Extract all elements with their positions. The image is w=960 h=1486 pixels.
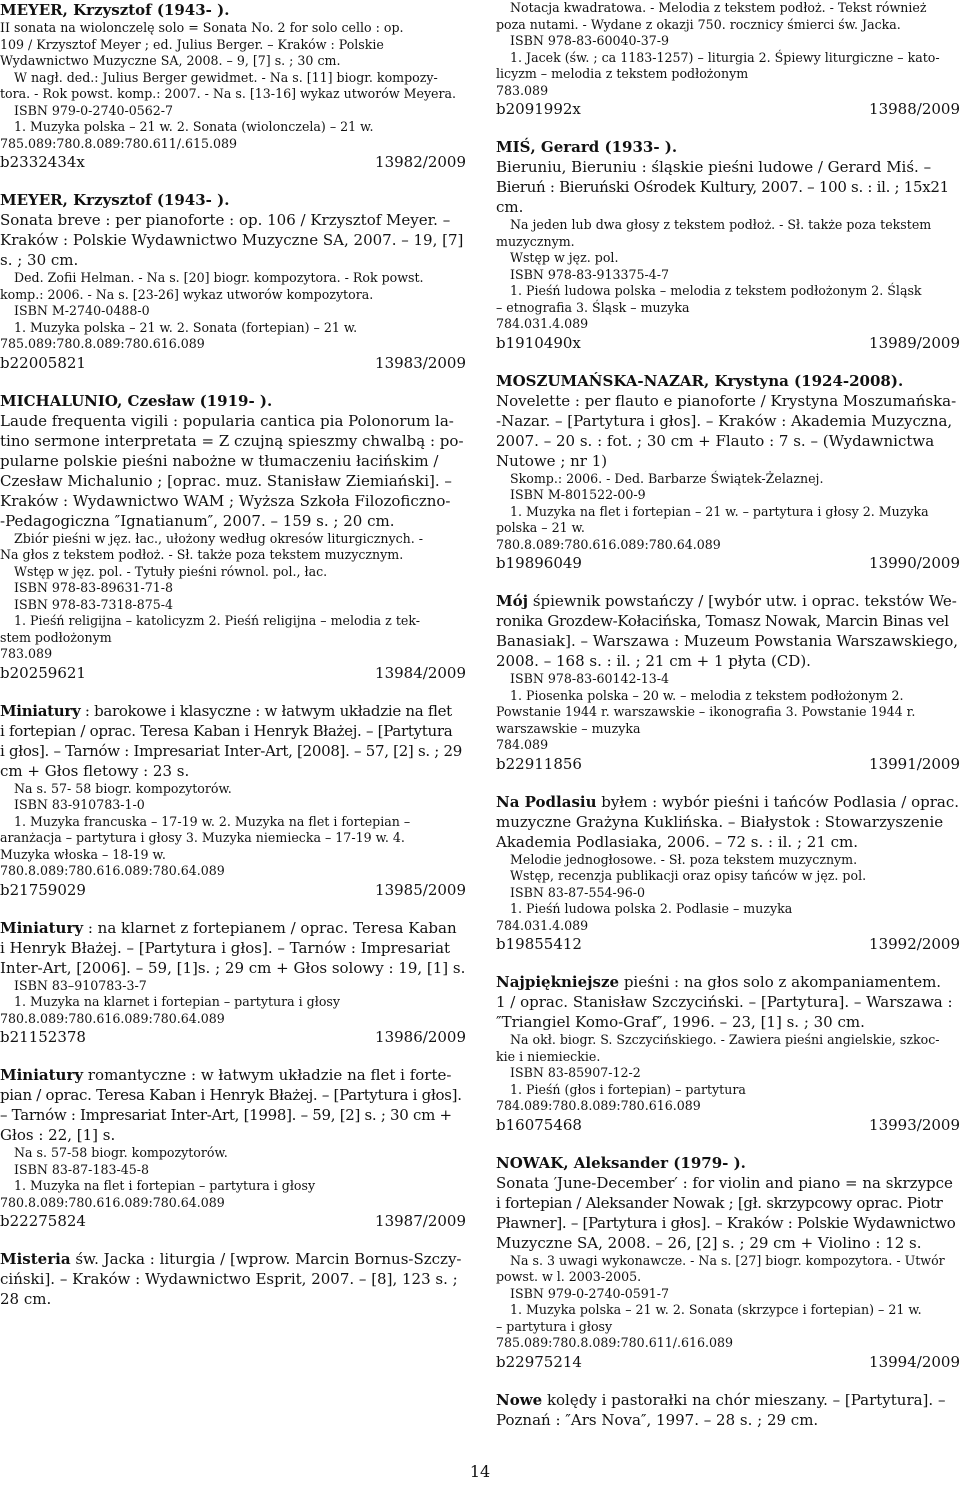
entry-text-line: Muzyczne SA, 2008. – 26, [2] s. ; 29 cm + Violino : 12 s. bbox=[496, 1233, 922, 1252]
entry-note-line: II sonata na wiolonczelę solo = Sonata No. 2 for solo cello : op. bbox=[0, 20, 404, 35]
entry-note-line: Na okł. biogr. S. Szczycińskiego. - Zawiera pieśni angielskie, szkoc- bbox=[510, 1032, 940, 1047]
entry-lead-word: Najpiękniejsze bbox=[496, 973, 620, 991]
entry-note-line: warszawskie – muzyka bbox=[496, 720, 641, 736]
entry-text-line: pian / oprac. Teresa Kaban i Henryk Błażej. – [Partytura i głos]. bbox=[0, 1086, 462, 1104]
record-id: b2091992x bbox=[496, 100, 581, 118]
entry-note-line: ISBN 978-83-7318-875-4 bbox=[14, 596, 174, 612]
entry-note-line: Wydawnictwo Muzyczne SA, 2008. – 9, [7] s. ; 30 cm. bbox=[0, 53, 341, 68]
catalog-entry bbox=[496, 972, 960, 1136]
entry-note-line: 784.089 bbox=[496, 737, 549, 752]
entry-note-line: 1. Muzyka polska – 21 w. 2. Sonata (fortepian) – 21 w. bbox=[14, 319, 358, 335]
record-number: 13989/2009 bbox=[869, 333, 960, 352]
record-number: 13982/2009 bbox=[375, 153, 466, 171]
record-id: b16075468 bbox=[496, 1115, 582, 1134]
entry-text-line: tino sermone interpretata = Z czujną spieszmy chwalbą : po- bbox=[0, 431, 464, 450]
record-id-row bbox=[0, 663, 466, 684]
entry-title-line bbox=[0, 1249, 466, 1269]
entry-note-line: Muzyka włoska – 18-19 w. bbox=[0, 846, 166, 862]
entry-lead-word: Na Podlasiu bbox=[496, 792, 597, 811]
entry-note-line: ISBN 978-83-60040-37-9 bbox=[510, 33, 670, 48]
catalog-entry bbox=[0, 1065, 466, 1232]
entry-title-line bbox=[496, 591, 960, 611]
record-id-row bbox=[0, 1027, 466, 1048]
entry-note-line: ISBN 979-0-2740-0562-7 bbox=[14, 102, 174, 118]
entry-note-line: ISBN 979-0-2740-0591-7 bbox=[510, 1285, 670, 1301]
entry-note-line: Na s. 57-58 biogr. kompozytorów. bbox=[14, 1145, 228, 1160]
entry-note-line: ISBN M-801522-00-9 bbox=[510, 487, 646, 502]
record-id-row bbox=[496, 99, 960, 120]
entry-note-line: 1. Muzyka na klarnet i fortepian – partytura i głosy bbox=[14, 994, 340, 1009]
entry-text-line: s. ; 30 cm. bbox=[0, 251, 79, 269]
entry-note-line: aranżacja – partytura i głosy 3. Muzyka niemiecka – 17-19 w. 4. bbox=[0, 830, 405, 845]
catalog-entry bbox=[496, 371, 960, 575]
entry-text-line: Głos : 22, [1] s. bbox=[0, 1126, 116, 1144]
record-id: b22275824 bbox=[0, 1212, 86, 1230]
entry-text-line: Bieruniu, Bieruniu : śląskie pieśni ludowe / Gerard Miś. – bbox=[496, 158, 932, 176]
entry-text-line: muzyczne Grażyna Kuklińska. – Białystok : Stowarzyszenie bbox=[496, 812, 944, 831]
entry-note-line: Na głos z tekstem podłoż. - Sł. także poza tekstem muzycznym. bbox=[0, 547, 404, 562]
entry-note-line: ISBN 83–910783-3-7 bbox=[14, 977, 147, 993]
entry-lead-word: Misteria bbox=[0, 1250, 71, 1268]
catalog-entry bbox=[496, 591, 960, 775]
catalog-entry bbox=[0, 1249, 466, 1309]
entry-lead-word: Mój bbox=[496, 592, 529, 610]
record-id: b22975214 bbox=[496, 1352, 582, 1371]
catalog-entry bbox=[496, 1153, 960, 1373]
catalog-entry bbox=[0, 701, 466, 901]
entry-note-line: 1. Jacek (św. ; ca 1183-1257) – liturgia 2. Śpiewy liturgiczne – kato- bbox=[510, 49, 940, 65]
entry-note-line: Powstanie 1944 r. warszawskie – ikonografia 3. Powstanie 1944 r. bbox=[496, 704, 916, 719]
entry-note-line: – etnografia 3. Śląsk – muzyka bbox=[496, 299, 690, 315]
catalog-entry bbox=[0, 918, 466, 1049]
entry-note-line: Na jeden lub dwa głosy z tekstem podłoż. - Sł. także poza tekstem bbox=[510, 217, 932, 232]
entry-text-line: ronika Grozdew-Kołacińska, Tomasz Nowak, Marcin Binas vel bbox=[496, 612, 949, 630]
catalog-entry bbox=[0, 190, 466, 374]
entry-text-line: Kraków : Polskie Wydawnictwo Muzyczne SA, 2007. – 19, [7] bbox=[0, 231, 464, 249]
entry-note-line: 784.031.4.089 bbox=[496, 917, 589, 933]
entry-text: : barokowe i klasyczne : w łatwym układzie na flet bbox=[80, 701, 452, 720]
record-number: 13991/2009 bbox=[869, 754, 960, 773]
entry-heading: MEYER, Krzysztof (1943- ). bbox=[0, 191, 230, 209]
entry-note-line: ISBN 83-910783-1-0 bbox=[14, 797, 145, 812]
record-number: 13993/2009 bbox=[869, 1115, 960, 1134]
record-id-row bbox=[496, 333, 960, 354]
record-id-row bbox=[496, 553, 960, 574]
entry-note-line: komp.: 2006. - Na s. [23-26] wykaz utworów kompozytora. bbox=[0, 286, 374, 302]
record-id-row bbox=[496, 1352, 960, 1373]
entry-note-line: stem podłożonym bbox=[0, 629, 112, 645]
entry-text-line: Nutowe ; nr 1) bbox=[496, 451, 608, 470]
entry-note-line: 1. Muzyka polska – 21 w. 2. Sonata (skrzypce i fortepian) – 21 w. bbox=[510, 1302, 922, 1317]
entry-text: romantyczne : w łatwym układzie na flet i forte- bbox=[83, 1066, 452, 1084]
record-id-row bbox=[0, 880, 466, 901]
record-id: b19896049 bbox=[496, 554, 582, 572]
right-column bbox=[496, 0, 960, 1447]
entry-note-line: powst. w l. 2003-2005. bbox=[496, 1269, 642, 1284]
entry-text-line: Czesław Michalunio ; [oprac. muz. Stanisław Ziemiański]. – bbox=[0, 471, 452, 490]
entry-text-line: Poznań : ″Ars Nova″, 1997. – 28 s. ; 29 cm. bbox=[496, 1410, 819, 1429]
entry-note-line: ISBN 978-83-89631-71-8 bbox=[14, 580, 174, 595]
record-number: 13984/2009 bbox=[375, 663, 466, 682]
record-id: b1910490x bbox=[496, 333, 581, 352]
entry-text-line: Inter-Art, [2006]. – 59, [1]s. ; 29 cm + Głos solowy : 19, [1] s. bbox=[0, 958, 466, 977]
entry-note-line: 1. Piosenka polska – 20 w. – melodia z tekstem podłożonym 2. bbox=[510, 687, 904, 703]
entry-text-line: ciński]. – Kraków : Wydawnictwo Esprit, 2007. – [8], 123 s. ; bbox=[0, 1270, 458, 1288]
entry-note-line: ISBN M-2740-0488-0 bbox=[14, 303, 150, 318]
entry-note-line: 780.8.089:780.616.089:780.64.089 bbox=[496, 536, 721, 552]
entry-note-line: 780.8.089:780.616.089:780.64.089 bbox=[0, 1010, 225, 1026]
entry-text: : na klarnet z fortepianem / oprac. Teresa Kaban bbox=[83, 918, 457, 937]
entry-note-line: tora. - Rok powst. komp.: 2007. - Na s. [13-16] wykaz utworów Meyera. bbox=[0, 86, 457, 101]
catalog-entry bbox=[496, 137, 960, 354]
entry-note-line: ISBN 83-85907-12-2 bbox=[510, 1065, 641, 1080]
entry-note-line: ISBN 83-87-183-45-8 bbox=[14, 1161, 150, 1177]
entry-lead-word: Miniatury bbox=[0, 918, 84, 937]
record-number: 13988/2009 bbox=[869, 100, 960, 118]
entry-note-line: ISBN 83-87-554-96-0 bbox=[510, 884, 646, 900]
entry-text-line: 28 cm. bbox=[0, 1290, 52, 1308]
entry-text-line: 1 / oprac. Stanisław Szczyciński. – [Partytura]. – Warszawa : bbox=[496, 993, 953, 1011]
entry-note-line: 1. Muzyka polska – 21 w. 2. Sonata (wiolonczela) – 21 w. bbox=[14, 119, 374, 134]
record-id: b22911856 bbox=[496, 754, 582, 773]
entry-text-line: Sonata breve : per pianoforte : op. 106 / Krzysztof Meyer. – bbox=[0, 211, 451, 229]
entry-note-line: 780.8.089:780.616.089:780.64.089 bbox=[0, 1194, 225, 1210]
catalog-entry bbox=[496, 0, 960, 120]
entry-heading: MIŚ, Gerard (1933- ). bbox=[496, 138, 678, 156]
entry-note-line: ISBN 978-83-913375-4-7 bbox=[510, 266, 670, 282]
entry-note-line: 785.089:780.8.089:780.616.089 bbox=[0, 336, 205, 351]
entry-note-line: Na s. 3 uwagi wykonawcze. - Na s. [27] biogr. kompozytora. - Utwór bbox=[510, 1252, 945, 1268]
catalog-entry bbox=[0, 0, 466, 173]
entry-note-line: Zbiór pieśni w jęz. łac., ułożony według okresów liturgicznych. - bbox=[14, 530, 423, 546]
entry-note-line: licyzm – melodia z tekstem podłożonym bbox=[496, 66, 749, 81]
entry-note-line: Notacja kwadratowa. - Melodia z tekstem podłoż. - Tekst również bbox=[510, 0, 927, 15]
entry-text-line: Kraków : Wydawnictwo WAM ; Wyższa Szkoła Filozoficzno- bbox=[0, 491, 451, 510]
entry-text-line: i fortepian / Aleksander Nowak ; [gł. skrzypcowy oprac. Piotr bbox=[496, 1193, 943, 1212]
entry-text-line: – Tarnów : Impresariat Inter-Art, [1998]. – 59, [2] s. ; 30 cm + bbox=[0, 1106, 452, 1124]
entry-note-line: Na s. 57- 58 biogr. kompozytorów. bbox=[14, 780, 232, 796]
entry-note-line: muzycznym. bbox=[496, 233, 575, 249]
entry-note-line: 1. Pieśń religijna – katolicyzm 2. Pieśń religijna – melodia z tek- bbox=[14, 613, 421, 628]
entry-text-line: Pławner]. – [Partytura i głos]. – Kraków : Polskie Wydawnictwo bbox=[496, 1213, 956, 1232]
entry-heading: MEYER, Krzysztof (1943- ). bbox=[0, 1, 230, 19]
entry-text-line: -Nazar. – [Partytura i głos]. – Kraków : Akademia Muzyczna, bbox=[496, 411, 953, 430]
entry-note-line: – partytura i głosy bbox=[496, 1318, 613, 1334]
entry-note-line: Skomp.: 2006. - Ded. Barbarze Świątek-Żelaznej. bbox=[510, 470, 824, 486]
entry-note-line: Melodie jednogłosowe. - Sł. poza tekstem muzycznym. bbox=[510, 851, 858, 867]
entry-note-line: 783.089 bbox=[496, 82, 549, 98]
record-number: 13992/2009 bbox=[869, 935, 960, 953]
entry-note-line: polska – 21 w. bbox=[496, 520, 585, 535]
entry-text-line: Banasiak]. – Warszawa : Muzeum Powstania Warszawskiego, bbox=[496, 632, 959, 650]
entry-note-line: 784.089:780.8.089:780.616.089 bbox=[496, 1098, 701, 1113]
entry-text-line: cm + Głos fletowy : 23 s. bbox=[0, 761, 190, 780]
entry-note-line: 785.089:780.8.089:780.611/.615.089 bbox=[0, 135, 238, 151]
entry-note-line: ISBN 978-83-60142-13-4 bbox=[510, 671, 670, 686]
entry-note-line: 1. Pieśń ludowa polska – melodia z tekstem podłożonym 2. Śląsk bbox=[510, 283, 922, 298]
entry-note-line: W nagł. ded.: Julius Berger gewidmet. - Na s. [11] biogr. kompozy- bbox=[14, 69, 438, 85]
entry-text-line: i fortepian / oprac. Teresa Kaban i Henryk Błażej. – [Partytura bbox=[0, 721, 453, 740]
entry-note-line: Wstęp w jęz. pol. bbox=[510, 250, 619, 265]
record-id-row bbox=[496, 1115, 960, 1136]
catalog-entry bbox=[496, 792, 960, 956]
entry-text-line: Bieruń : Bieruński Ośrodek Kultury, 2007. – 100 s. : il. ; 15x21 bbox=[496, 178, 949, 196]
entry-text-line: i Henryk Błażej. – [Partytura i głos]. – Tarnów : Impresariat bbox=[0, 938, 451, 957]
entry-text-line: -Pedagogiczna ″Ignatianum″, 2007. – 159 s. ; 20 cm. bbox=[0, 511, 395, 530]
record-number: 13987/2009 bbox=[375, 1212, 466, 1230]
record-id: b19855412 bbox=[496, 935, 582, 953]
entry-note-line: 784.031.4.089 bbox=[496, 316, 589, 331]
entry-title-line bbox=[496, 972, 960, 992]
entry-note-line: 1. Pieśń (głos i fortepian) – partytura bbox=[510, 1081, 746, 1097]
entry-note-line: 1. Muzyka na flet i fortepian – 21 w. – partytura i głosy 2. Muzyka bbox=[510, 503, 929, 519]
entry-lead-word: Miniatury bbox=[0, 701, 81, 720]
record-number: 13985/2009 bbox=[375, 880, 466, 899]
record-id: b20259621 bbox=[0, 663, 86, 682]
record-id-row bbox=[496, 934, 960, 955]
entry-text-line: 2007. – 20 s. : fot. ; 30 cm + Flauto : 7 s. – (Wydawnictwa bbox=[496, 431, 935, 450]
entry-text-line: Laude frequenta vigili : popularia cantica pia Polonorum la- bbox=[0, 411, 454, 430]
entry-text-line: Novelette : per flauto e pianoforte / Krystyna Moszumańska- bbox=[496, 391, 957, 410]
record-id: b21152378 bbox=[0, 1028, 86, 1046]
entry-note-line: 109 / Krzysztof Meyer ; ed. Julius Berger. – Kraków : Polskie bbox=[0, 36, 384, 52]
entry-text: kolędy i pastorałki na chór mieszany. – [Partytura]. – bbox=[542, 1390, 946, 1409]
entry-text-line: cm. bbox=[496, 198, 524, 216]
entry-text-line: Sonata ′June-December′ : for violin and piano = na skrzypce bbox=[496, 1173, 953, 1192]
record-number: 13990/2009 bbox=[869, 554, 960, 572]
entry-note-line: 783.089 bbox=[0, 646, 53, 661]
entry-text: śpiewnik powstańczy / [wybór utw. i oprac. tekstów We- bbox=[528, 592, 957, 610]
entry-note-line: Wstęp w jęz. pol. - Tytuły pieśni równol. pol., łac. bbox=[14, 563, 328, 579]
entry-text: pieśni : na głos solo z akompaniamentem. bbox=[619, 973, 942, 991]
catalog-entry bbox=[0, 391, 466, 684]
record-id: b2332434x bbox=[0, 153, 85, 171]
record-id: b22005821 bbox=[0, 353, 86, 372]
entry-note-line: Ded. Zofii Helman. - Na s. [20] biogr. kompozytora. - Rok powst. bbox=[14, 270, 424, 285]
record-id-row bbox=[496, 754, 960, 775]
entry-note-line: Wstęp, recenzja publikacji oraz opisy tańców w jęz. pol. bbox=[510, 868, 867, 883]
entry-note-line: kie i niemieckie. bbox=[496, 1048, 601, 1064]
entry-note-line: poza nutami. - Wydane z okazji 750. rocznicy śmierci św. Jacka. bbox=[496, 16, 901, 32]
record-id-row bbox=[0, 152, 466, 173]
entry-note-line: 1. Pieśń ludowa polska 2. Podlasie – muzyka bbox=[510, 901, 793, 916]
record-id: b21759029 bbox=[0, 880, 86, 899]
entry-text-line: 2008. – 168 s. : il. ; 21 cm + 1 płyta (CD). bbox=[496, 652, 811, 670]
entry-lead-word: Nowe bbox=[496, 1390, 543, 1409]
entry-note-line: 1. Muzyka francuska – 17-19 w. 2. Muzyka na flet i fortepian – bbox=[14, 813, 411, 829]
record-id-row bbox=[0, 1211, 466, 1232]
entry-note-line: 780.8.089:780.616.089:780.64.089 bbox=[0, 863, 225, 878]
entry-text-line: Akademia Podlasiaka, 2006. – 72 s. : il. ; 21 cm. bbox=[496, 832, 859, 851]
entry-title-line bbox=[0, 1065, 466, 1085]
entry-text: św. Jacka : liturgia / [wprow. Marcin Bornus-Szczy- bbox=[70, 1250, 462, 1268]
entry-heading: NOWAK, Aleksander (1979- ). bbox=[496, 1153, 746, 1172]
entry-text-line: pularne polskie pieśni nabożne w tłumaczeniu łacińskim / bbox=[0, 451, 439, 470]
record-number: 13994/2009 bbox=[869, 1352, 960, 1371]
entry-title-line bbox=[496, 1390, 960, 1410]
entry-note-line: 1. Muzyka na flet i fortepian – partytura i głosy bbox=[14, 1178, 316, 1193]
entry-text: byłem : wybór pieśni i tańców Podlasia / oprac. bbox=[596, 792, 960, 811]
page-number: 14 bbox=[469, 1462, 491, 1481]
entry-lead-word: Miniatury bbox=[0, 1066, 84, 1084]
entry-text-line: i głos]. – Tarnów : Impresariat Inter-Art, [2008]. – 57, [2] s. ; 29 bbox=[0, 741, 462, 760]
entry-text-line: ″Triangiel Komo-Graf″, 1996. – 23, [1] s. ; 30 cm. bbox=[496, 1013, 865, 1031]
record-number: 13986/2009 bbox=[375, 1028, 466, 1046]
entry-heading: MOSZUMAŃSKA-NAZAR, Krystyna (1924-2008). bbox=[496, 371, 904, 390]
record-id-row bbox=[0, 353, 466, 374]
left-column bbox=[0, 0, 466, 1326]
entry-title-line bbox=[0, 918, 466, 938]
record-number: 13983/2009 bbox=[375, 353, 466, 372]
entry-note-line: 785.089:780.8.089:780.611/.616.089 bbox=[496, 1335, 734, 1350]
entry-title-line bbox=[496, 792, 960, 812]
entry-heading: MICHALUNIO, Czesław (1919- ). bbox=[0, 391, 273, 410]
catalog-entry bbox=[496, 1390, 960, 1430]
entry-title-line bbox=[0, 701, 466, 721]
